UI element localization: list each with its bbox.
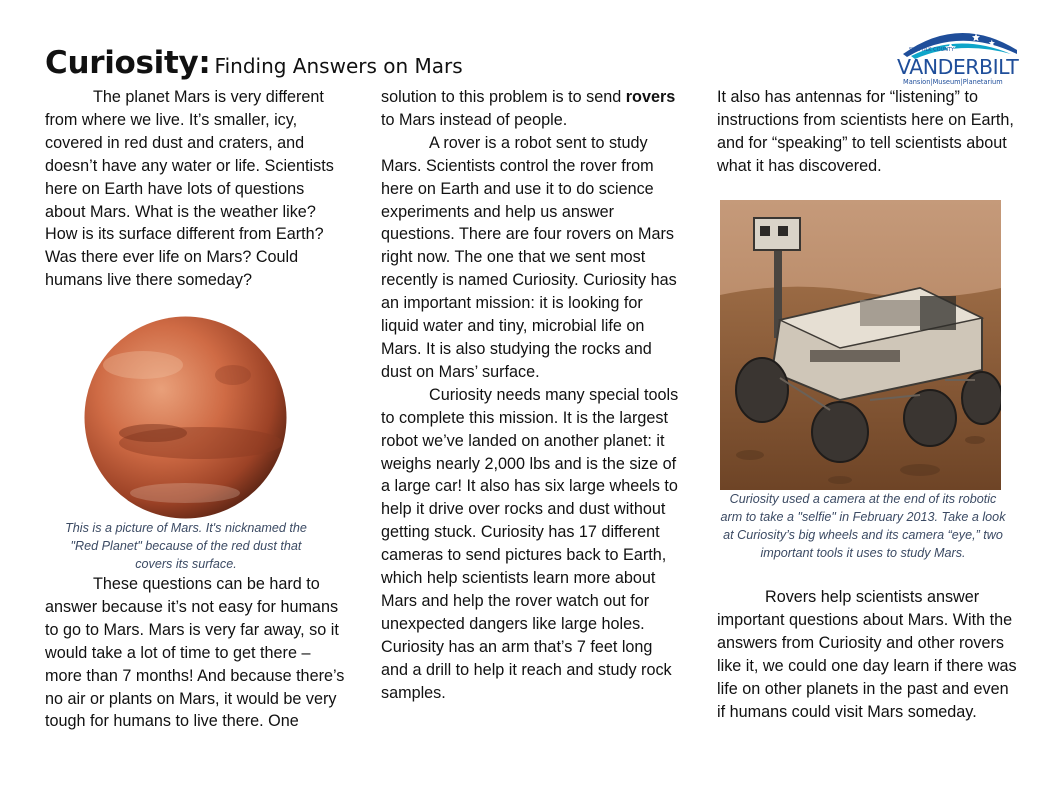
logo-tagline: Mansion|Museum|Planetarium: [903, 78, 1003, 86]
rover-caption: Curiosity used a camera at the end of its robotic arm to take a "selfie" in February 2013. Take a look at Curiosity’s big wheels and its camera “eye,” two important tools it uses to study Mars.: [720, 492, 1006, 560]
logo-top-text: SUFFOLK COUNTY: [909, 47, 955, 53]
column-2: [381, 86, 681, 704]
vanderbilt-logo: [893, 20, 1025, 88]
solution-paragraph: [381, 86, 681, 132]
title-main: Curiosity:: [45, 45, 211, 81]
column-3-continued: [717, 586, 1017, 723]
column-1: [45, 86, 345, 292]
solution-text-start: solution to this problem is to send: [381, 88, 622, 106]
conclusion-paragraph: Rovers help scientists answer important questions about Mars. With the answers from Curiosity and other rovers like it, we could one day learn if there was life on other planets in the past and even if humans could visit Mars someday.: [717, 588, 1017, 721]
tools-paragraph: Curiosity needs many special tools to complete this mission. It is the largest robot we’ve landed on another planet: it weighs nearly 2,000 lbs and is the size of a large car! It also has six large wheels to help it drive over rocks and dust without getting stuck. Curiosity has 17 different cameras to send pictures back to Earth, which help scientists learn more about Mars and help the rover watch out for unexpected dangers like large holes. Curiosity has an arm that’s 7 feet long and a drill to help it reach and study rock samples.: [381, 385, 679, 702]
intro-paragraph: The planet Mars is very different from where we live. It’s smaller, icy, covered in red dust and craters, and doesn’t have any water or life. Scientists here on Earth have lots of questions about Mars. What is the weather like? How is its surface different from Earth? Was there ever life on Mars? Could humans live there someday?: [45, 88, 334, 290]
title-subtitle: Finding Answers on Mars: [214, 54, 463, 78]
logo-arc-icon: [893, 20, 1025, 88]
curiosity-rover-selfie-image: [720, 200, 1001, 490]
solution-text-end: to Mars instead of people.: [381, 110, 568, 129]
rover-definition-paragraph: A rover is a robot sent to study Mars. Scientists control the rover from here on Earth and use it to do science experiments and help us answer questions. There are four rovers on Mars right now. The one that we sent most recently is named Curiosity. Curiosity has an important mission: it is looking for liquid water and tiny, microbial life on Mars. It is also studying the rocks and dust on Mars’ surface.: [381, 133, 677, 381]
questions-paragraph: These questions can be hard to answer because it’s not easy for humans to go to Mars. Mars is very far away, so it would take a lot of time to get there – more than 7 months! And because there’s no air or plants on Mars, it would be very tough for humans to live there. One: [45, 575, 345, 731]
mars-planet-image: [83, 315, 288, 520]
column-1-continued: [45, 573, 345, 733]
antennas-paragraph: It also has antennas for “listening” to instructions from scientists here on Earth, and for “speaking” to tell scientists about what it has discovered.: [717, 88, 1014, 175]
rovers-bold-term: rovers: [625, 88, 676, 106]
logo-name: VANDERBILT: [897, 55, 1019, 79]
mars-caption: This is a picture of Mars. It's nicknamed the "Red Planet" because of the red dust that covers its surface.: [65, 521, 307, 571]
page-title: [45, 45, 463, 81]
column-3: [717, 86, 1017, 178]
